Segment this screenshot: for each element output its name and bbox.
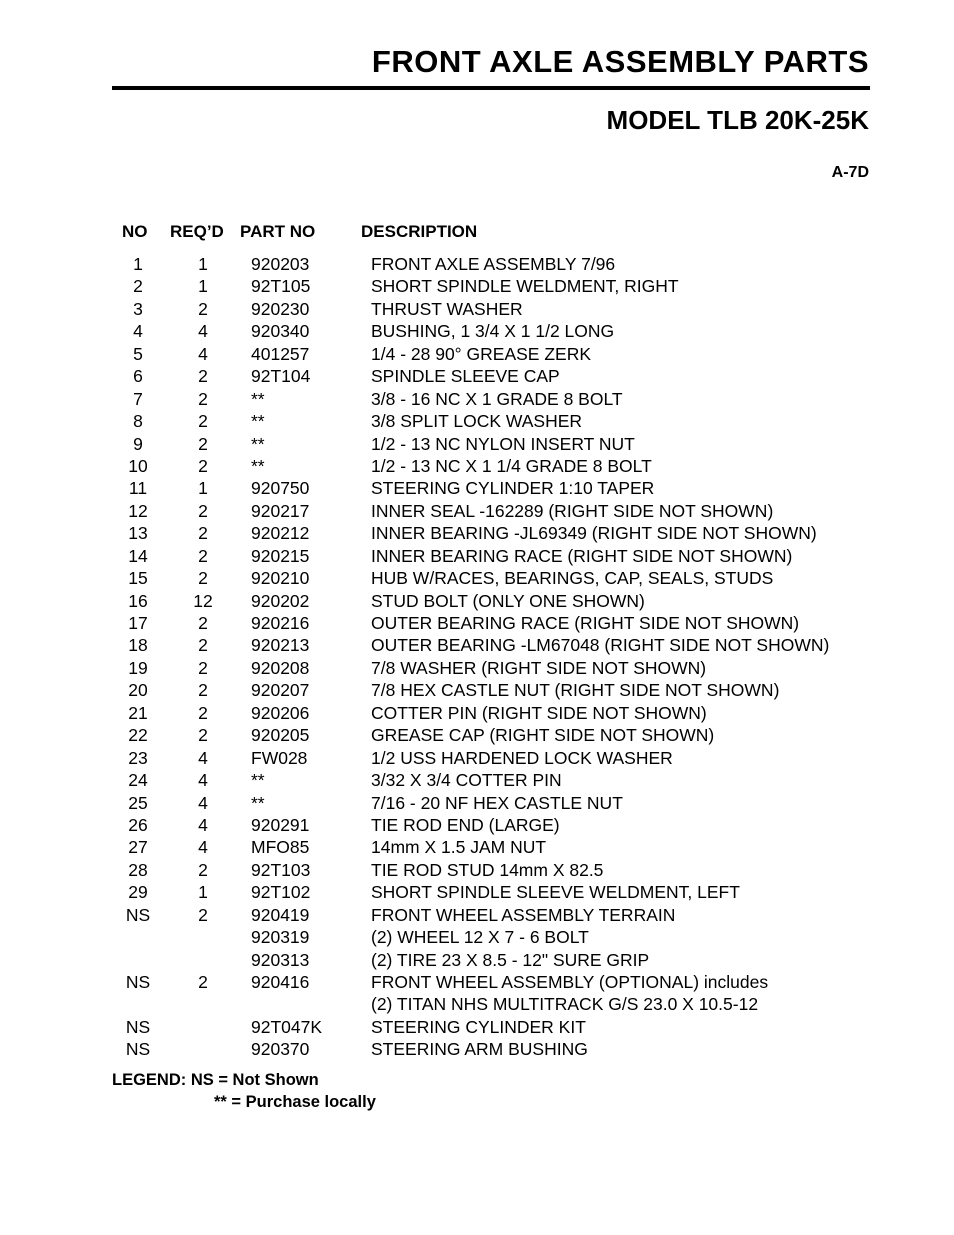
quantity-required: 2 (198, 545, 208, 566)
part-number: 920202 (251, 590, 310, 611)
table-row (0, 792, 954, 814)
part-number: 920291 (251, 814, 310, 835)
quantity-required: 2 (198, 680, 208, 701)
part-description: 7/8 WASHER (RIGHT SIDE NOT SHOWN) (371, 657, 707, 678)
page-code: A-7D (831, 164, 869, 181)
quantity-required: 12 (193, 590, 213, 611)
quantity-required: 2 (198, 657, 208, 678)
part-number-index: 13 (128, 523, 148, 544)
part-description: STEERING CYLINDER 1:10 TAPER (371, 478, 655, 499)
part-number: 920370 (251, 1039, 310, 1060)
part-description: SHORT SPINDLE SLEEVE WELDMENT, LEFT (371, 882, 740, 903)
table-row (0, 949, 954, 971)
part-description: SPINDLE SLEEVE CAP (371, 366, 560, 387)
part-number-index: 11 (128, 478, 148, 499)
part-number: 920340 (251, 321, 310, 342)
table-row (0, 343, 954, 365)
table-row (0, 477, 954, 499)
table-row (0, 679, 954, 701)
part-number-index: 28 (128, 859, 148, 880)
title-rule (112, 86, 870, 90)
part-number: 92T105 (251, 276, 311, 297)
part-number-index: 2 (133, 276, 143, 297)
part-number: ** (251, 411, 265, 432)
table-row (0, 881, 954, 903)
part-number-index: 8 (133, 411, 143, 432)
part-description: 7/8 HEX CASTLE NUT (RIGHT SIDE NOT SHOWN) (371, 680, 780, 701)
part-description: HUB W/RACES, BEARINGS, CAP, SEALS, STUDS (371, 568, 774, 589)
part-number-index: 16 (128, 590, 148, 611)
quantity-required: 2 (198, 500, 208, 521)
quantity-required: 4 (198, 747, 208, 768)
quantity-required: 2 (198, 455, 208, 476)
legend-purchase-locally: ** = Purchase locally (214, 1093, 376, 1111)
table-row (0, 590, 954, 612)
part-number: 401257 (251, 343, 310, 364)
part-description: INNER BEARING -JL69349 (RIGHT SIDE NOT SHOWN) (371, 523, 817, 544)
part-description: TIE ROD END (LARGE) (371, 814, 560, 835)
quantity-required: 2 (198, 859, 208, 880)
table-row (0, 859, 954, 881)
table-row (0, 1016, 954, 1038)
quantity-required: 1 (198, 882, 208, 903)
part-description: (2) TITAN NHS MULTITRACK G/S 23.0 X 10.5-12 (371, 994, 759, 1015)
part-description: 3/32 X 3/4 COTTER PIN (371, 770, 562, 791)
part-number-index: 23 (128, 747, 148, 768)
part-description: OUTER BEARING RACE (RIGHT SIDE NOT SHOWN) (371, 613, 800, 633)
part-number-index: 20 (128, 680, 148, 701)
part-number: 92T047K (251, 1016, 323, 1037)
part-number: 920210 (251, 568, 310, 589)
quantity-required: 2 (198, 725, 208, 746)
part-number: ** (251, 455, 265, 476)
part-number: 92T104 (251, 366, 311, 387)
part-description: FRONT AXLE ASSEMBLY 7/96 (371, 254, 616, 274)
part-number-index: 26 (128, 814, 148, 835)
quantity-required: 4 (198, 814, 208, 835)
part-number-index: NS (125, 972, 151, 992)
table-row (0, 410, 954, 432)
table-row (0, 634, 954, 656)
page-title: FRONT AXLE ASSEMBLY PARTS (371, 44, 869, 79)
table-row (0, 433, 954, 455)
table-row (0, 814, 954, 836)
part-description: GREASE CAP (RIGHT SIDE NOT SHOWN) (371, 725, 715, 746)
part-description: 1/4 - 28 90° GREASE ZERK (371, 343, 592, 364)
part-description: 14mm X 1.5 JAM NUT (371, 837, 547, 858)
quantity-required: 2 (198, 523, 208, 544)
part-description: STEERING ARM BUSHING (371, 1039, 588, 1060)
quantity-required: 2 (198, 411, 208, 432)
part-number-index: 27 (128, 837, 148, 858)
part-number-index: 15 (128, 568, 148, 589)
part-number-index: 14 (128, 545, 148, 566)
part-description: COTTER PIN (RIGHT SIDE NOT SHOWN) (371, 702, 707, 723)
part-number: 92T103 (251, 859, 311, 880)
table-row (0, 545, 954, 567)
part-number: FW028 (251, 747, 308, 768)
table-row (0, 724, 954, 746)
table-row (0, 993, 954, 1015)
column-header-reqd: REQ’D (170, 222, 224, 241)
part-number-index: 19 (128, 657, 148, 678)
table-row (0, 1038, 954, 1060)
table-row (0, 275, 954, 297)
part-number: 920206 (251, 702, 310, 723)
part-description: TIE ROD STUD 14mm X 82.5 (371, 859, 604, 880)
part-description: SHORT SPINDLE WELDMENT, RIGHT (371, 276, 679, 297)
table-row (0, 365, 954, 387)
column-header-no: NO (122, 222, 148, 241)
quantity-required: 2 (198, 702, 208, 723)
quantity-required: 2 (198, 635, 208, 656)
part-description: FRONT WHEEL ASSEMBLY TERRAIN (371, 904, 676, 925)
part-number-index: 18 (128, 635, 148, 656)
part-description: (2) TIRE 23 X 8.5 - 12" SURE GRIP (371, 949, 650, 970)
part-description: STUD BOLT (ONLY ONE SHOWN) (371, 590, 645, 611)
table-row (0, 926, 954, 948)
table-row (0, 455, 954, 477)
model-subtitle: MODEL TLB 20K-25K (606, 105, 869, 135)
part-number: 92T102 (251, 882, 311, 903)
legend-not-shown: LEGEND: NS = Not Shown (112, 1071, 319, 1089)
quantity-required: 4 (198, 792, 208, 813)
quantity-required: 2 (198, 388, 208, 409)
part-number: 920207 (251, 680, 310, 701)
part-number: 920416 (251, 972, 310, 992)
table-row (0, 298, 954, 320)
quantity-required: 1 (198, 254, 208, 274)
part-description: THRUST WASHER (371, 298, 523, 319)
part-description: 7/16 - 20 NF HEX CASTLE NUT (371, 792, 623, 813)
quantity-required: 2 (198, 366, 208, 387)
part-description: 3/8 - 16 NC X 1 GRADE 8 BOLT (371, 388, 623, 409)
part-number: 920213 (251, 635, 310, 656)
part-description: 1/2 - 13 NC X 1 1/4 GRADE 8 BOLT (371, 455, 652, 476)
part-number: 920217 (251, 500, 310, 521)
part-number: 920216 (251, 613, 310, 633)
quantity-required: 2 (198, 613, 208, 633)
table-row (0, 747, 954, 769)
quantity-required: 2 (198, 568, 208, 589)
part-number-index: NS (125, 904, 151, 925)
part-number-index: NS (125, 1039, 151, 1060)
part-number: 920319 (251, 927, 310, 948)
quantity-required: 4 (198, 321, 208, 342)
part-number-index: NS (125, 1016, 151, 1037)
quantity-required: 4 (198, 770, 208, 791)
part-number-index: 1 (133, 254, 143, 274)
table-row (0, 253, 954, 275)
part-description: 1/2 - 13 NC NYLON INSERT NUT (371, 433, 635, 454)
part-number: MFO85 (251, 837, 310, 858)
table-row (0, 320, 954, 342)
quantity-required: 1 (198, 478, 208, 499)
table-row (0, 500, 954, 522)
part-description: OUTER BEARING -LM67048 (RIGHT SIDE NOT SHOWN) (371, 635, 830, 656)
table-row (0, 836, 954, 858)
table-row (0, 567, 954, 589)
part-number: ** (251, 792, 265, 813)
part-number: 920230 (251, 298, 310, 319)
part-number: 920419 (251, 904, 310, 925)
part-number-index: 9 (133, 433, 143, 454)
part-description: BUSHING, 1 3/4 X 1 1/2 LONG (371, 321, 615, 342)
table-row (0, 769, 954, 791)
part-number-index: 12 (128, 500, 148, 521)
part-description: 3/8 SPLIT LOCK WASHER (371, 411, 583, 432)
part-number-index: 5 (133, 343, 143, 364)
part-number-index: 22 (128, 725, 148, 746)
table-row (0, 702, 954, 724)
quantity-required: 2 (198, 298, 208, 319)
table-row (0, 388, 954, 410)
part-description: FRONT WHEEL ASSEMBLY (OPTIONAL) includes (371, 972, 769, 992)
table-row (0, 971, 954, 993)
column-header-part-no: PART NO (240, 222, 316, 241)
part-description: 1/2 USS HARDENED LOCK WASHER (371, 747, 673, 768)
part-number-index: 7 (133, 388, 143, 409)
part-number-index: 17 (128, 613, 148, 633)
part-number-index: 21 (128, 702, 148, 723)
part-number: ** (251, 433, 265, 454)
part-number: ** (251, 388, 265, 409)
part-description: INNER SEAL -162289 (RIGHT SIDE NOT SHOWN) (371, 500, 774, 521)
part-description: INNER BEARING RACE (RIGHT SIDE NOT SHOWN) (371, 545, 793, 566)
part-number: 920208 (251, 657, 310, 678)
part-number: ** (251, 770, 265, 791)
part-description: (2) WHEEL 12 X 7 - 6 BOLT (371, 927, 589, 948)
quantity-required: 2 (198, 972, 208, 992)
table-row (0, 612, 954, 634)
part-number-index: 10 (128, 455, 148, 476)
part-number: 920215 (251, 545, 310, 566)
part-description: STEERING CYLINDER KIT (371, 1016, 586, 1037)
part-number-index: 4 (133, 321, 143, 342)
part-number: 920313 (251, 949, 310, 970)
part-number-index: 29 (128, 882, 148, 903)
part-number: 920205 (251, 725, 310, 746)
quantity-required: 4 (198, 343, 208, 364)
part-number: 920203 (251, 254, 310, 274)
table-row (0, 904, 954, 926)
part-number: 920750 (251, 478, 310, 499)
quantity-required: 2 (198, 433, 208, 454)
table-row (0, 522, 954, 544)
part-number-index: 3 (133, 298, 143, 319)
column-header-description: DESCRIPTION (361, 222, 478, 241)
quantity-required: 2 (198, 904, 208, 925)
part-number-index: 6 (133, 366, 143, 387)
quantity-required: 1 (198, 276, 208, 297)
part-number-index: 25 (128, 792, 148, 813)
quantity-required: 4 (198, 837, 208, 858)
table-row (0, 657, 954, 679)
part-number-index: 24 (128, 770, 148, 791)
parts-table (0, 253, 954, 1061)
part-number: 920212 (251, 523, 310, 544)
